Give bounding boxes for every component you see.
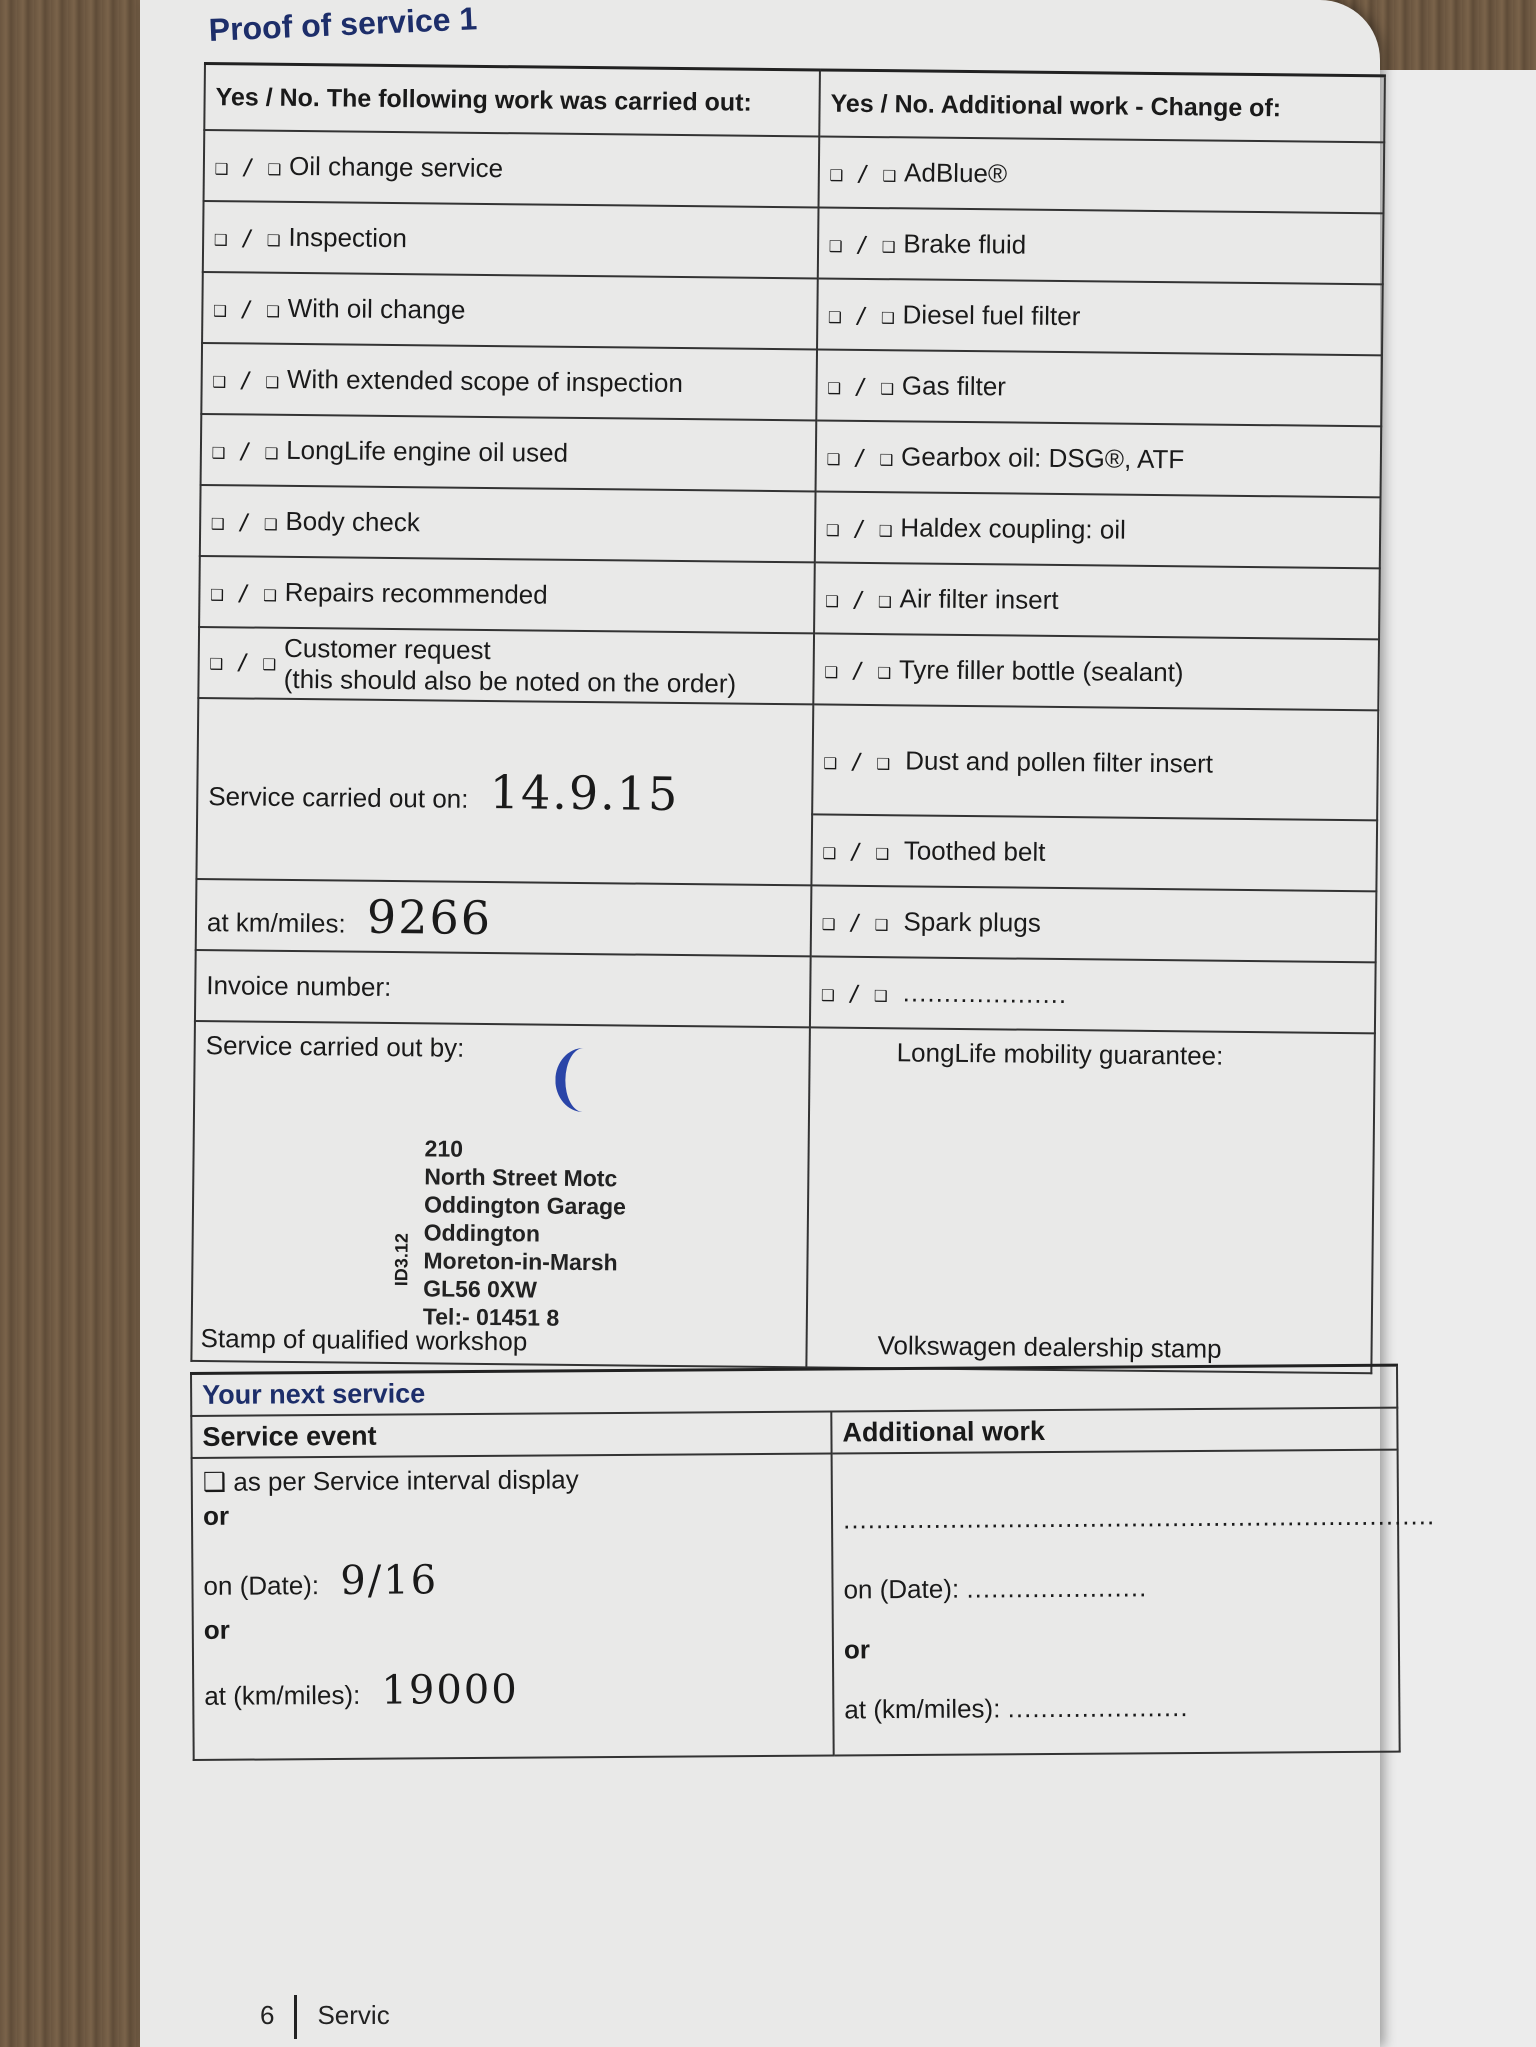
checkbox-pair: ❑ / ❑ — [827, 374, 894, 401]
interval-option: ❑ as per Service interval display — [202, 1464, 579, 1497]
work-item-label: Customer request — [283, 632, 491, 665]
service-event-label: Service event — [191, 1412, 831, 1458]
work-left-cell — [201, 343, 817, 420]
work-item-label: Tyre filler bottle (sealant) — [898, 654, 1184, 688]
page-title: Proof of service 1 — [208, 0, 478, 48]
work-left-cell — [200, 485, 816, 562]
service-event-cell — [192, 1454, 834, 1760]
or-label: or — [202, 1500, 230, 1531]
checkbox-pair: ❑ / ❑ — [823, 749, 891, 775]
next-km-line: at (km/miles): 19000 — [204, 1666, 519, 1714]
checkbox-pair: ❑ / ❑ — [822, 839, 890, 866]
checkbox-pair: ❑ / ❑ — [825, 587, 892, 614]
work-item-label: Dust and pollen filter insert — [905, 744, 1214, 779]
work-item-label: With oil change — [287, 292, 466, 325]
checkbox-pair: ❑ / ❑ — [821, 910, 889, 937]
work-item-label: Repairs recommended — [284, 576, 548, 610]
checkbox-pair: ❑ / ❑ — [209, 650, 277, 676]
work-item-label: With extended scope of inspection — [286, 363, 684, 399]
work-row — [202, 272, 1383, 355]
stamp-side-code: ID3.12 — [391, 1232, 412, 1287]
work-item-label: Inspection — [288, 221, 408, 254]
km-value: 9266 — [366, 889, 493, 945]
page-number: 6 — [260, 1999, 275, 2030]
right-extra-2 — [811, 885, 1377, 962]
workshop-stamp-label: Stamp of qualified workshop — [200, 1323, 528, 1357]
service-date-cell — [196, 698, 813, 885]
checkbox-pair: ❑ / ❑ — [212, 368, 280, 394]
work-left-cell — [198, 627, 814, 704]
next-km-value: 19000 — [381, 1666, 519, 1714]
next-date-value: 9/16 — [340, 1557, 439, 1604]
work-row — [198, 627, 1379, 710]
stamp-logo-icon — [555, 1048, 612, 1113]
checkbox-pair: ❑ / ❑ — [828, 303, 895, 330]
right-header: Yes / No. Additional work - Change of: — [819, 70, 1385, 142]
checkbox-pair: ❑ / ❑ — [214, 226, 281, 252]
checkbox-pair: ❑ / ❑ — [210, 581, 277, 607]
or-label: or — [203, 1614, 230, 1645]
left-header: Yes / No. The following work was carried out: — [204, 64, 820, 137]
km-label: at km/miles: — [206, 906, 346, 939]
work-item-label: Toothed belt — [903, 835, 1046, 867]
work-right-cell — [817, 278, 1383, 355]
checkbox-pair: ❑ / ❑ — [821, 981, 888, 1008]
right-extra-0 — [812, 704, 1378, 820]
checkbox-pair: ❑ / ❑ — [826, 516, 893, 543]
work-row — [203, 201, 1384, 284]
work-item-label: LongLife engine oil used — [286, 434, 569, 468]
checkbox-pair: ❑ / ❑ — [214, 155, 282, 181]
service-date-value: 14.9.15 — [489, 764, 680, 821]
checkbox-pair: ❑ / ❑ — [211, 510, 278, 536]
work-item-label: Brake fluid — [903, 228, 1027, 260]
checkbox-pair: ❑ / ❑ — [824, 658, 892, 685]
work-item-label: Haldex coupling: oil — [900, 512, 1127, 545]
workshop-stamp: 210 North Street Motc Oddington Garage Oddington Moreton-in-Marsh GL56 0XW Tel:- 01451 8 — [422, 1135, 627, 1331]
checkbox-pair: ❑ / ❑ — [829, 161, 897, 188]
work-item-note: (this should also be noted on the order) — [283, 663, 737, 699]
work-right-cell — [816, 349, 1382, 426]
dealer-stamp-cell — [806, 1027, 1375, 1373]
next-service-title: Your next service — [191, 1365, 1397, 1416]
work-row — [204, 130, 1385, 213]
add-km-line: at (km/miles): ...................... — [844, 1692, 1189, 1725]
work-right-cell — [813, 633, 1379, 710]
blank-row — [810, 956, 1376, 1033]
work-row — [201, 343, 1382, 426]
next-service-table — [190, 1364, 1436, 1761]
work-item-label: Diesel fuel filter — [902, 299, 1081, 332]
work-left-cell — [203, 201, 819, 278]
adjacent-page — [1380, 70, 1536, 2047]
work-item-label: Gas filter — [901, 370, 1007, 402]
work-left-cell — [201, 414, 817, 491]
add-date-line: on (Date): ...................... — [843, 1572, 1148, 1605]
work-row — [199, 556, 1380, 639]
carried-by-label: Service carried out by: — [205, 1030, 465, 1063]
checkbox-pair: ❑ / ❑ — [826, 445, 894, 472]
booklet-page — [140, 0, 1436, 2047]
work-item-label: Air filter insert — [899, 583, 1059, 615]
workshop-stamp-cell — [191, 1021, 810, 1367]
work-row — [201, 414, 1382, 497]
service-date-label: Service carried out on: — [208, 780, 469, 814]
work-right-cell — [814, 562, 1380, 639]
checkbox-pair: ❑ / ❑ — [828, 232, 896, 259]
km-cell — [196, 879, 812, 956]
dealer-stamp-label: Volkswagen dealership stamp — [877, 1330, 1222, 1364]
work-row — [200, 485, 1381, 568]
work-item-label: Gearbox oil: DSG®, ATF — [900, 441, 1185, 475]
or-label: or — [843, 1634, 871, 1665]
work-left-cell — [202, 272, 818, 349]
work-item-label: Body check — [285, 505, 420, 538]
work-item-label: Oil change service — [288, 150, 504, 184]
next-date-line: on (Date): 9/16 — [203, 1557, 439, 1604]
service-table — [190, 62, 1386, 1374]
footer-text: Servic — [317, 1999, 390, 2030]
work-item-label: Spark plugs — [903, 906, 1041, 938]
work-item-label: AdBlue® — [903, 157, 1008, 189]
right-extra-1 — [811, 814, 1377, 891]
guarantee-label: LongLife mobility guarantee: — [896, 1037, 1224, 1071]
work-left-cell — [204, 130, 820, 207]
page-footer — [260, 1995, 390, 2039]
additional-work-label: Additional work — [831, 1408, 1397, 1454]
invoice-label: Invoice number: — [195, 950, 811, 1027]
blank-dots: .................... — [902, 977, 1068, 1010]
work-right-cell — [815, 491, 1381, 568]
additional-work-cell — [832, 1450, 1436, 1756]
work-right-cell — [818, 207, 1384, 284]
checkbox-pair: ❑ / ❑ — [211, 439, 279, 465]
work-left-cell — [199, 556, 815, 633]
checkbox-pair: ❑ / ❑ — [213, 297, 280, 323]
additional-work-dots: ........................................................................ — [842, 1500, 1436, 1535]
work-right-cell — [816, 420, 1382, 497]
work-right-cell — [819, 136, 1385, 213]
